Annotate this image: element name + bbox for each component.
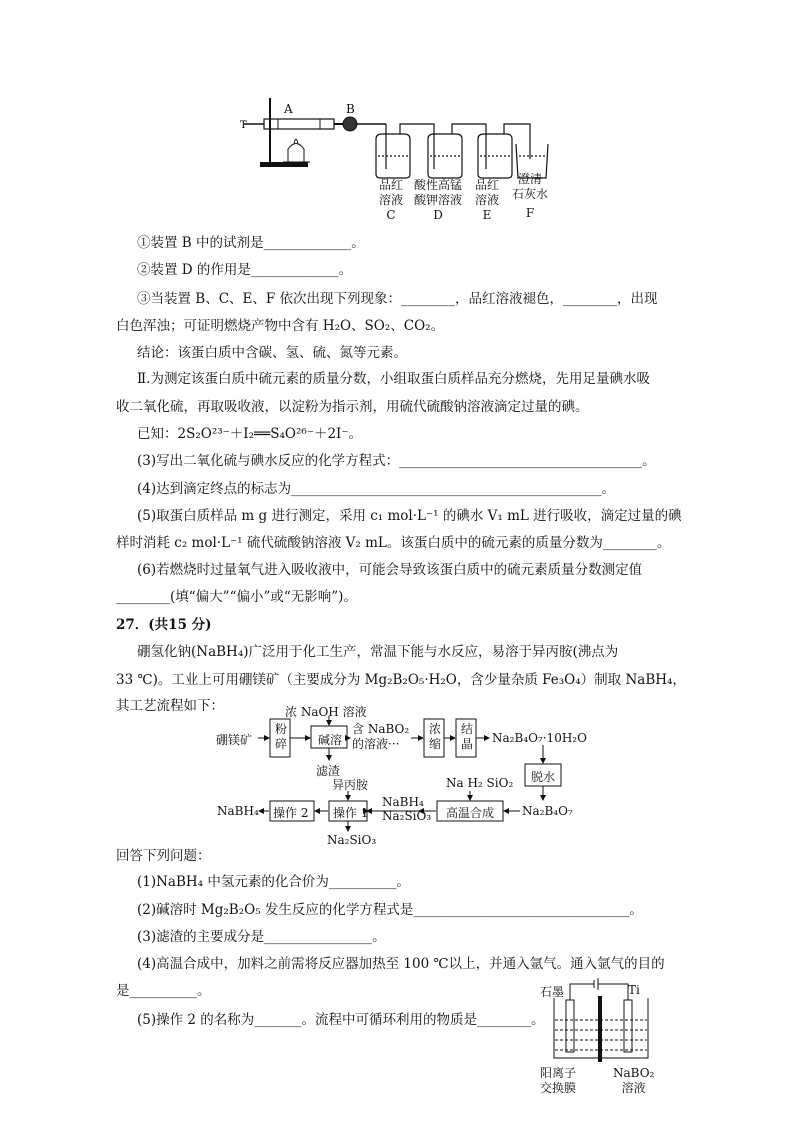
conclusion: 结论：该蛋白质中含碳、氢、硫、氮等元素。	[137, 345, 407, 361]
flow-na2sio3: Na₂SiO₃	[327, 833, 377, 847]
problem-27-heading: 27．(共15 分)	[116, 617, 212, 633]
flow-caption: 其工艺流程如下：	[116, 698, 224, 714]
flow-naoh: 浓 NaOH 溶液	[285, 705, 367, 719]
flow-concentrate-label: 浓 缩	[429, 722, 442, 751]
part-two-intro-cont: 收二氧化硫，再取吸收液，以淀粉为指示剂，用硫代硫酸钠溶液滴定过量的碘。	[116, 399, 589, 415]
question-5-cont: 样时消耗 c₂ mol·L⁻¹ 硫代硫酸钠溶液 V₂ mL。该蛋白质中的硫元素的质量分数为________。	[116, 535, 671, 551]
flow-isopropylamine: 异丙胺	[332, 778, 369, 792]
flow-op2-label: 操作 2	[273, 806, 309, 820]
flow-nabh4: NaBH₄	[217, 804, 259, 818]
flow-residue: 滤渣	[316, 764, 341, 778]
bottle-c-label: 品红 溶液 C	[378, 178, 403, 222]
label-a: A	[284, 102, 293, 116]
flow-high-temp-label: 高温合成	[446, 806, 495, 820]
flow-crystallize-label: 结 晶	[461, 722, 474, 751]
question-27-5: (5)操作 2 的名称为_______。流程中可循环利用的物质是________。	[137, 1012, 545, 1028]
flow-reagents: Na H₂ SiO₂	[446, 776, 514, 790]
flow-nabo2-solution: 含 NaBO₂ 的溶液···	[352, 722, 410, 751]
flow-op1-label: 操作 1	[333, 806, 369, 820]
flow-dehydrate-label: 脱水	[531, 770, 556, 784]
flow-alkali-label: 碱溶	[318, 733, 343, 747]
q-d-purpose: ②装置 D 的作用是_____________。	[137, 262, 353, 278]
cell-graphite: 石墨	[540, 985, 565, 999]
question-27-1: (1)NaBH₄ 中氢元素的化合价为__________。	[137, 874, 410, 890]
question-27-4: (4)高温合成中，加料之前需将反应器加热至 100 ℃以上，并通入氩气。通入氩气的目的	[137, 956, 665, 972]
question-6: (6)若燃烧时过量氧气进入吸收液中，可能会导致该蛋白质中的硫元素质量分数测定值	[137, 562, 643, 578]
question-4: (4)达到滴定终点的标志为______________________________________________。	[137, 481, 616, 497]
beaker-f-label: 澄清 石灰水 F	[511, 172, 548, 220]
flow-mixture: NaBH₄ Na₂SiO₃	[382, 795, 432, 823]
question-27-3: (3)滤渣的主要成分是________________。	[137, 929, 386, 945]
question-3: (3)写出二氧化硫与碘水反应的化学方程式：____________________________________。	[137, 453, 656, 469]
flow-ore: 硼镁矿	[216, 733, 253, 747]
question-6-cont: ________(填“偏大”“偏小”或“无影响”)。	[116, 589, 357, 605]
question-5: (5)取蛋白质样品 m g 进行测定，采用 c₁ mol·L⁻¹ 的碘水 V₁ mL 进行吸收，滴定过量的碘	[137, 508, 682, 524]
flow-na2b4o7: Na₂B₄O₇	[522, 804, 573, 818]
q-phenomena: ③当装置 B、C、E、F 依次出现下列现象：________，品红溶液褪色，________，出现	[137, 291, 658, 307]
flow-grind-label: 粉 碎	[275, 722, 288, 751]
problem-27-intro-cont: 33 ℃)。工业上可用硼镁矿（主要成分为 Mg₂B₂O₅·H₂O，含少量杂质 Fe₃O₄）制取 NaBH₄，	[116, 672, 686, 688]
cell-membrane-label: 阳离子 交换膜	[540, 1066, 577, 1095]
cell-solution-label: NaBO₂ 溶液	[613, 1066, 655, 1095]
question-27-2: (2)碱溶时 Mg₂B₂O₅ 发生反应的化学方程式是________________________________。	[137, 902, 643, 918]
problem-27-intro: 硼氢化钠(NaBH₄)广泛用于化工生产，常温下能与水反应，易溶于异丙胺(沸点为	[137, 644, 619, 660]
flow-borax: Na₂B₄O₇·10H₂O	[492, 731, 587, 745]
known-equation: 已知：2S₂O²³⁻＋I₂══S₄O²⁶⁻＋2I⁻。	[137, 426, 362, 442]
cell-ti: Ti	[628, 983, 640, 997]
answer-prompt: 回答下列问题：	[116, 848, 211, 864]
membrane	[598, 996, 602, 1062]
question-27-4-cont: 是__________。	[116, 983, 211, 999]
svg-text:T: T	[240, 120, 247, 131]
label-b: B	[346, 102, 355, 116]
bottle-e-label: 品红 溶液 E	[474, 178, 499, 222]
q-b-reagent: ①装置 B 中的试剂是_____________。	[137, 235, 365, 251]
bottle-d-label: 酸性高锰 酸钾溶液 D	[413, 178, 462, 222]
q-phenomena-cont: 白色浑浊；可证明燃烧产物中含有 H₂O、SO₂、CO₂。	[116, 318, 445, 334]
part-two-intro: Ⅱ.为测定该蛋白质中硫元素的质量分数，小组取蛋白质样品充分燃烧，先用足量碘水吸	[137, 371, 650, 387]
